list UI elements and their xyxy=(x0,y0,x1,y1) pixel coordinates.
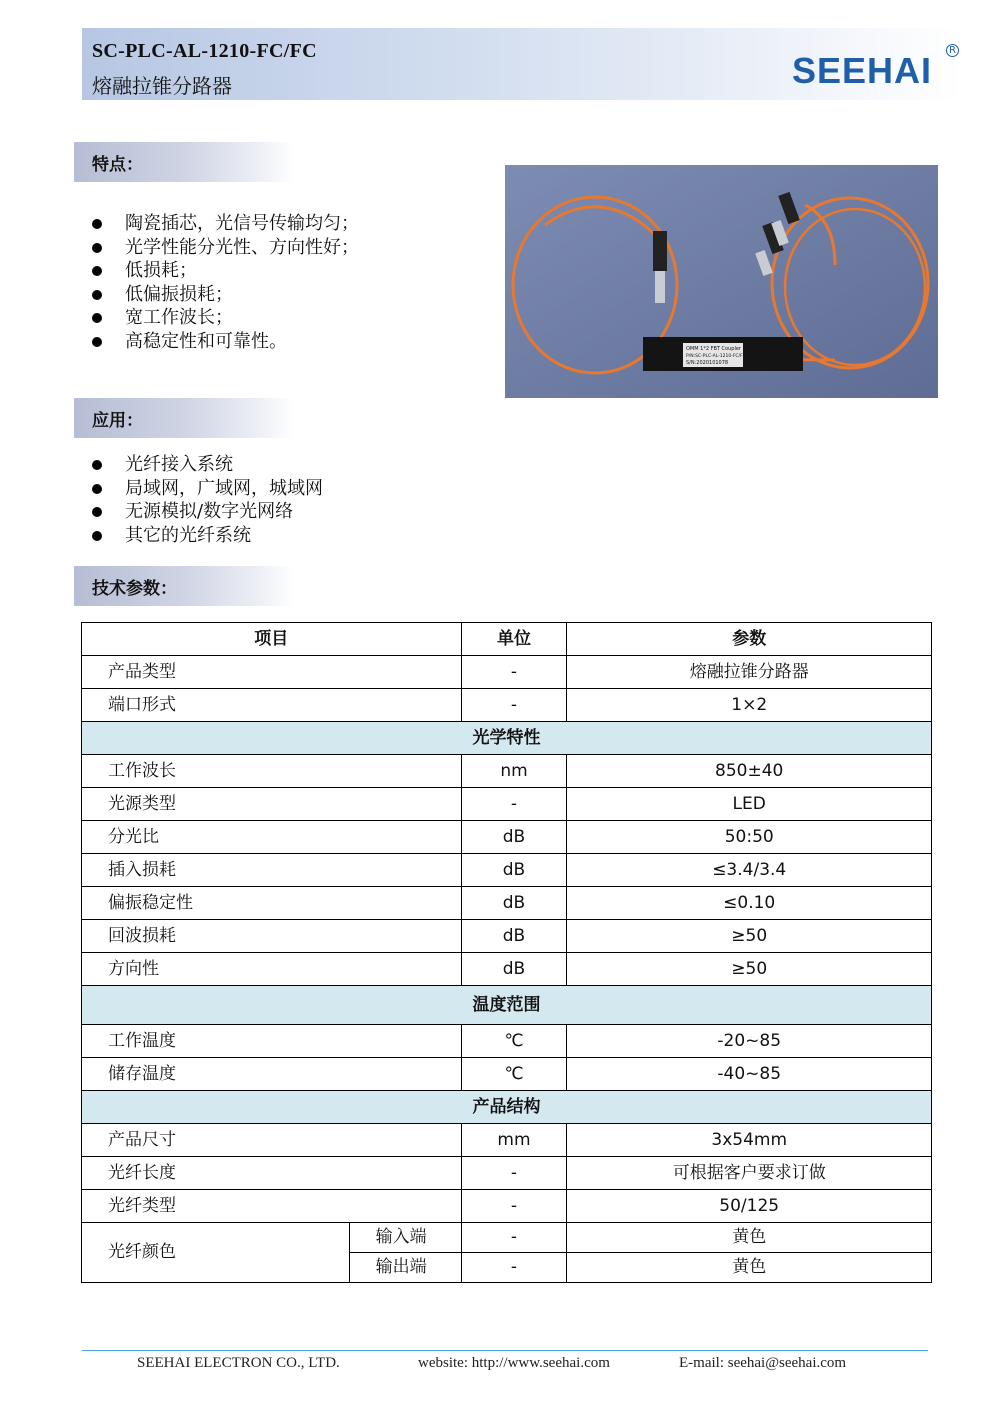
list-item: 其它的光纤系统 xyxy=(92,524,323,548)
section-row-temperature xyxy=(82,986,932,1025)
features-title: 特点： xyxy=(92,155,143,175)
specs-title: 技术参数： xyxy=(92,579,177,599)
table-row xyxy=(82,788,932,821)
table-row xyxy=(82,1124,932,1157)
row-value: 黄色 xyxy=(567,1223,932,1253)
row-unit: nm xyxy=(461,755,567,788)
row-item: 工作温度 xyxy=(82,1025,462,1058)
specs-heading xyxy=(74,566,294,606)
header-value: 参数 xyxy=(567,623,932,656)
row-item: 分光比 xyxy=(82,821,462,854)
coupler-illustration xyxy=(505,165,938,398)
list-item: 光学性能分光性、方向性好； xyxy=(92,236,359,260)
row-value: LED xyxy=(567,788,932,821)
section-row-structure xyxy=(82,1091,932,1124)
row-value: 3x54mm xyxy=(567,1124,932,1157)
row-value: 850±40 xyxy=(567,755,932,788)
footer-company: SEEHAI ELECTRON CO., LTD. xyxy=(137,1355,340,1371)
applications-heading xyxy=(74,398,294,438)
section-label: 温度范围 xyxy=(82,986,932,1025)
table-row xyxy=(82,755,932,788)
row-unit: - xyxy=(461,1190,567,1223)
row-unit: ℃ xyxy=(461,1058,567,1091)
row-value: 1×2 xyxy=(567,689,932,722)
row-value: 50/125 xyxy=(567,1190,932,1223)
row-unit: dB xyxy=(461,887,567,920)
section-row-optical xyxy=(82,722,932,755)
row-item: 光源类型 xyxy=(82,788,462,821)
row-unit: - xyxy=(461,1157,567,1190)
row-unit: dB xyxy=(461,920,567,953)
row-unit: - xyxy=(461,689,567,722)
row-item: 产品尺寸 xyxy=(82,1124,462,1157)
table-row xyxy=(82,887,932,920)
table-row xyxy=(82,689,932,722)
row-item: 储存温度 xyxy=(82,1058,462,1091)
row-value: 熔融拉锥分路器 xyxy=(567,656,932,689)
row-item: 光纤颜色 xyxy=(82,1223,350,1283)
row-item: 光纤长度 xyxy=(82,1157,462,1190)
row-unit: - xyxy=(461,1223,567,1253)
row-item: 方向性 xyxy=(82,953,462,986)
table-row xyxy=(82,1157,932,1190)
spec-table xyxy=(81,622,932,1283)
list-item: 宽工作波长； xyxy=(92,306,359,330)
list-item: 光纤接入系统 xyxy=(92,453,323,477)
coupler-label-line: S/N:2020101078 xyxy=(686,360,729,366)
list-item: 低损耗； xyxy=(92,259,359,283)
table-header-row xyxy=(82,623,932,656)
table-row xyxy=(82,1190,932,1223)
table-row xyxy=(82,1223,932,1253)
row-item: 工作波长 xyxy=(82,755,462,788)
applications-list xyxy=(92,453,323,547)
row-value: ≥50 xyxy=(567,953,932,986)
seehai-logo: SEEHAI xyxy=(792,50,933,91)
row-item: 光纤类型 xyxy=(82,1190,462,1223)
product-subtitle: 熔融拉锥分路器 xyxy=(92,74,232,98)
row-value: ≤3.4/3.4 xyxy=(567,854,932,887)
table-row xyxy=(82,920,932,953)
row-value: 50:50 xyxy=(567,821,932,854)
registered-mark: R xyxy=(946,44,959,57)
header-unit: 单位 xyxy=(461,623,567,656)
features-heading xyxy=(74,142,294,182)
section-label: 光学特性 xyxy=(82,722,932,755)
footer-website: website: http://www.seehai.com xyxy=(418,1355,610,1371)
row-subitem: 输入端 xyxy=(349,1223,461,1253)
row-value: ≥50 xyxy=(567,920,932,953)
product-model: SC-PLC-AL-1210-FC/FC xyxy=(92,40,317,62)
list-item: 无源模拟/数字光网络 xyxy=(92,500,323,524)
table-row xyxy=(82,854,932,887)
table-row xyxy=(82,1025,932,1058)
row-value: ≤0.10 xyxy=(567,887,932,920)
row-unit: mm xyxy=(461,1124,567,1157)
table-row xyxy=(82,656,932,689)
footer-divider xyxy=(82,1350,928,1351)
row-unit: - xyxy=(461,1253,567,1283)
coupler-label-line: OMM 1*2 FBT Coupler xyxy=(686,346,741,352)
list-item: 局域网，广域网，城域网 xyxy=(92,477,323,501)
row-item: 偏振稳定性 xyxy=(82,887,462,920)
row-subitem: 输出端 xyxy=(349,1253,461,1283)
table-row xyxy=(82,821,932,854)
table-row xyxy=(82,1058,932,1091)
row-item: 回波损耗 xyxy=(82,920,462,953)
list-item: 低偏振损耗； xyxy=(92,283,359,307)
row-unit: dB xyxy=(461,854,567,887)
footer-email: E-mail: seehai@seehai.com xyxy=(679,1355,847,1371)
list-item: 陶瓷插芯，光信号传输均匀； xyxy=(92,212,359,236)
row-value: 黄色 xyxy=(567,1253,932,1283)
row-unit: ℃ xyxy=(461,1025,567,1058)
list-item: 高稳定性和可靠性。 xyxy=(92,330,359,354)
applications-title: 应用： xyxy=(92,411,143,431)
row-unit: dB xyxy=(461,821,567,854)
row-unit: - xyxy=(461,656,567,689)
row-item: 产品类型 xyxy=(82,656,462,689)
row-unit: dB xyxy=(461,953,567,986)
row-item: 端口形式 xyxy=(82,689,462,722)
section-label: 产品结构 xyxy=(82,1091,932,1124)
product-photo xyxy=(505,165,938,398)
header-item: 项目 xyxy=(82,623,462,656)
coupler-label-line: P/N:SC-PLC-AL-1210-FC/FC xyxy=(686,354,746,359)
row-value: -40~85 xyxy=(567,1058,932,1091)
row-value: 可根据客户要求订做 xyxy=(567,1157,932,1190)
table-row xyxy=(82,953,932,986)
row-value: -20~85 xyxy=(567,1025,932,1058)
row-unit: - xyxy=(461,788,567,821)
features-list xyxy=(92,212,359,353)
row-item: 插入损耗 xyxy=(82,854,462,887)
